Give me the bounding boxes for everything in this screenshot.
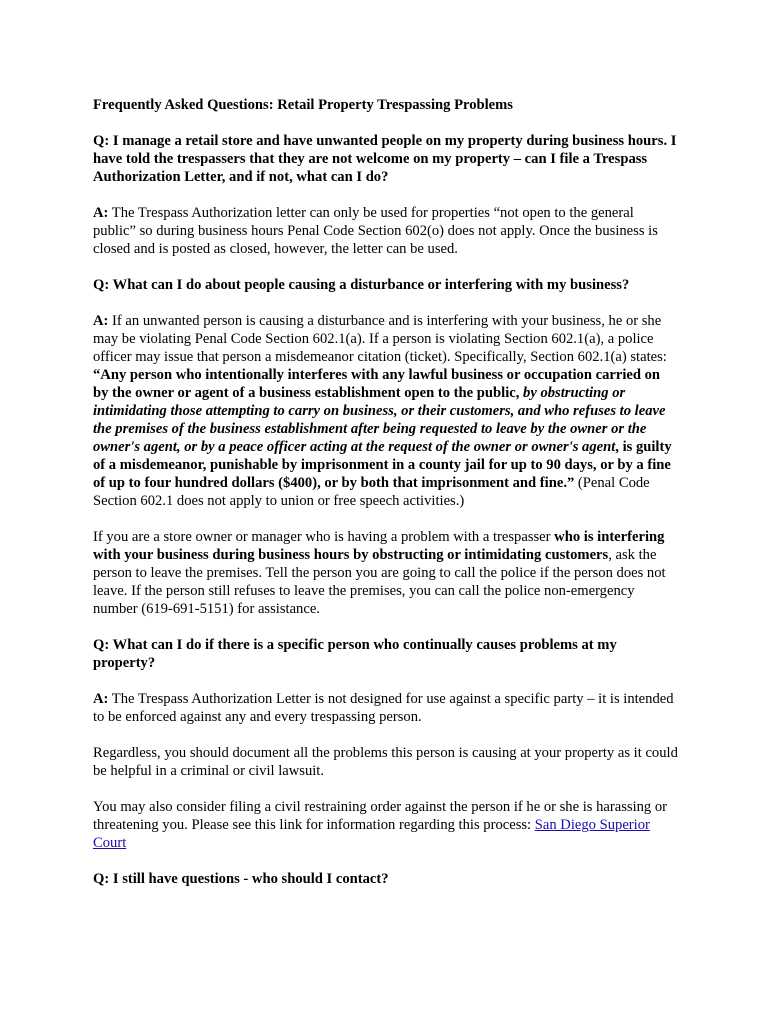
answer-3-para-3 — [93, 798, 678, 852]
penal-code-quote-part-2: , is guilty of a misdemeanor, punishable by imprisonment in a county jail for up to 90 days, or by a fine of up to four hundred dollars ($400), or by both that imprisonment and fine.” — [93, 439, 672, 491]
penal-code-quote-italic: by obstructing or intimidating those attempting to carry on business, or their customers, and who refuses to leave the premises of the business establishment after being requested to leave by the owner or the owner's agent, or by a peace officer acting at the request of the owner or owner's agent — [93, 385, 666, 455]
answer-3-text: The Trespass Authorization Letter is not designed for use against a specific party – it is intended to be enforced against any and every trespassing person. — [93, 691, 674, 725]
question-2: Q: What can I do about people causing a disturbance or interfering with my business? — [93, 277, 630, 293]
penal-code-quote-part-1: “Any person who intentionally interferes with any lawful business or occupation carried on by the owner or agent of a business establishment open to the public, — [93, 367, 661, 401]
followup-bold: who is interfering with your business during business hours by obstructing or intimidating customers — [93, 529, 665, 563]
penal-code-note: (Penal Code Section 602.1 does not apply to union or free speech activities.) — [93, 475, 650, 509]
answer-2-followup — [93, 528, 678, 618]
answer-label: A: — [93, 691, 109, 707]
question-3: Q: What can I do if there is a specific person who continually causes problems at my property? — [93, 637, 617, 671]
page-title: Frequently Asked Questions: Retail Property Trespassing Problems — [93, 97, 513, 113]
followup-text-2: , ask the person to leave the premises. Tell the person you are going to call the police if the person does not leave. If the person still refuses to leave the premises, you can call the police non-emergency number (619-691-5151) for assistance. — [93, 547, 666, 617]
followup-text-1: If you are a store owner or manager who is having a problem with a trespasser — [93, 529, 555, 545]
answer-3-para-2: Regardless, you should document all the problems this person is causing at your property as it could be helpful in a criminal or civil lawsuit. — [93, 745, 678, 779]
answer-1 — [93, 204, 678, 258]
document-page — [93, 96, 678, 906]
answer-2 — [93, 312, 678, 510]
answer-1-text: The Trespass Authorization letter can only be used for properties “not open to the general public” so during business hours Penal Code Section 602(o) does not apply. Once the business is closed and is posted as closed, however, the letter can be used. — [93, 205, 658, 257]
answer-label: A: — [93, 313, 109, 329]
answer-label: A: — [93, 205, 109, 221]
question-1: Q: I manage a retail store and have unwanted people on my property during business hours. I have told the trespassers that they are not welcome on my property – can I file a Trespass Authorization Letter, and if not, what can I do? — [93, 133, 677, 185]
answer-3 — [93, 690, 678, 726]
answer-3-para-3-text: You may also consider filing a civil restraining order against the person if he or she is harassing or threatening you. Please see this link for information regarding this process: — [93, 799, 668, 833]
san-diego-superior-court-link[interactable]: San Diego Superior Court — [93, 817, 650, 851]
answer-2-intro: If an unwanted person is causing a disturbance and is interfering with your business, he or she may be violating Penal Code Section 602.1(a). If a person is violating Section 602.1(a), a police officer may issue that person a misdemeanor citation (ticket). Specifically, Section 602.1(a) states: — [93, 313, 667, 365]
question-4: Q: I still have questions - who should I contact? — [93, 871, 389, 887]
